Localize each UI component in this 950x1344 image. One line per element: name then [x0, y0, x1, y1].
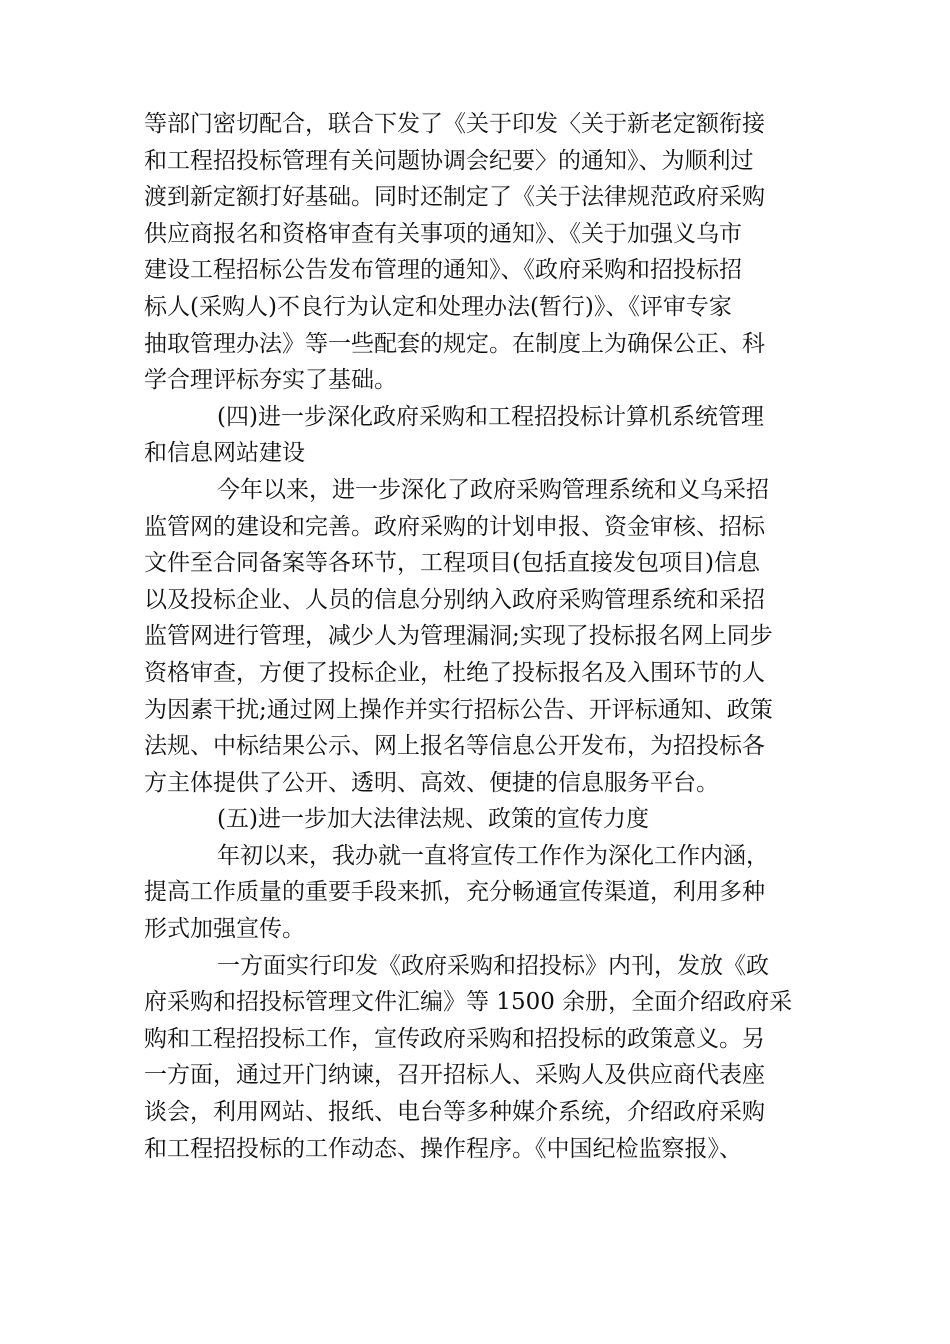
text-line: 监管网进行管理，减少人为管理漏洞;实现了投标报名网上同步 — [144, 623, 773, 650]
text-line: 购和工程招投标工作，宣传政府采购和招投标的政策意义。另 — [144, 1025, 765, 1052]
text-line: 一方面，通过开门纳谏，召开招标人、采购人及供应商代表座 — [144, 1062, 765, 1089]
text-line: 供应商报名和资格审查有关事项的通知》、《关于加强义乌市 — [144, 220, 742, 247]
text-line: 和信息网站建设 — [144, 440, 305, 467]
text-line: 和工程招投标管理有关问题协调会纪要〉的通知》、为顺利过 — [144, 147, 754, 174]
text-line: 标人(采购人)不良行为认定和处理办法(暂行)》、《评审专家 — [144, 293, 732, 320]
text-line: 资格审查，方便了投标企业，杜绝了投标报名及入围环节的人 — [144, 659, 765, 686]
text-line: 为因素干扰;通过网上操作并实行招标公告、开评标通知、政策 — [144, 696, 773, 723]
text-line: 今年以来，进一步深化了政府采购管理系统和义乌采招 — [217, 476, 769, 503]
text-line: 学合理评标夯实了基础。 — [144, 367, 397, 394]
text-line: (四)进一步深化政府采购和工程招投标计算机系统管理 — [217, 403, 764, 430]
text-line: 抽取管理办法》等一些配套的规定。在制度上为确保公正、科 — [144, 330, 765, 357]
text-line: 年初以来，我办就一直将宣传工作作为深化工作内涵， — [217, 842, 769, 869]
text-line: 谈会，利用网站、报纸、电台等多种媒介系统，介绍政府采购 — [144, 1099, 765, 1126]
text-line: 一方面实行印发《政府采购和招投标》内刊，发放《政 — [217, 952, 769, 979]
text-line: 渡到新定额打好基础。同时还制定了《关于法律规范政府采购 — [144, 184, 765, 211]
text-line: 监管网的建设和完善。政府采购的计划申报、资金审核、招标 — [144, 513, 765, 540]
text-line: 提高工作质量的重要手段来抓，充分畅通宣传渠道，利用多种 — [144, 879, 765, 906]
text-line: 和工程招投标的工作动态、操作程序。《中国纪检监察报》、 — [144, 1135, 742, 1162]
text-line: (五)进一步加大法律法规、政策的宣传力度 — [217, 806, 649, 833]
text-line: 以及投标企业、人员的信息分别纳入政府采购管理系统和采招 — [144, 586, 765, 613]
body-text — [144, 106, 804, 1167]
text-line: 等部门密切配合，联合下发了《关于印发〈关于新老定额衔接 — [144, 111, 765, 137]
text-line: 法规、中标结果公示、网上报名等信息公开发布，为招投标各 — [144, 733, 765, 760]
text-line: 府采购和招投标管理文件汇编》等 1500 余册，全面介绍政府采 — [144, 989, 793, 1016]
text-line: 建设工程招标公告发布管理的通知》、《政府采购和招投标招 — [144, 257, 742, 284]
text-line: 形式加强宣传。 — [144, 916, 305, 943]
text-line: 方主体提供了公开、透明、高效、便捷的信息服务平台。 — [144, 769, 719, 796]
text-line: 文件至合同备案等各环节，工程项目(包括直接发包项目)信息 — [144, 550, 760, 577]
